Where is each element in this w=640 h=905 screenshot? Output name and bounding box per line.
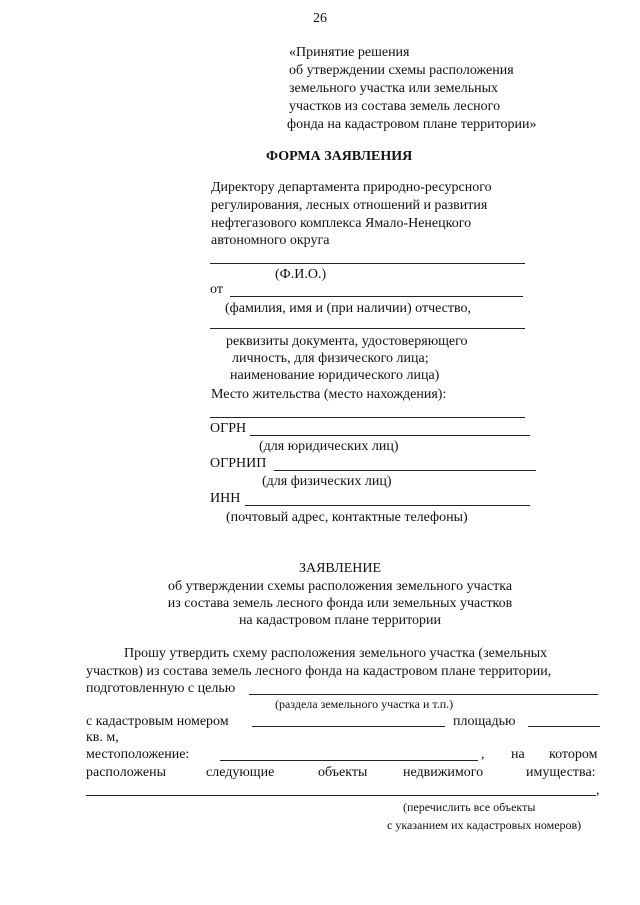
applicant-document-field[interactable] bbox=[210, 328, 525, 329]
statement-subtitle-line: на кадастровом плане территории bbox=[238, 613, 442, 628]
ogrnip-field[interactable] bbox=[274, 470, 536, 471]
statement-subtitle-line: из состава земель лесного фонда или земельных участков bbox=[167, 596, 513, 611]
which-word: котором bbox=[549, 747, 598, 762]
ogrn-field[interactable] bbox=[250, 435, 530, 436]
ogrn-hint: (для юридических лиц) bbox=[259, 439, 399, 454]
inn-field[interactable] bbox=[245, 505, 530, 506]
located-word: расположены bbox=[86, 765, 166, 780]
location-label: местоположение: bbox=[86, 747, 190, 762]
contacts-hint: (почтовый адрес, контактные телефоны) bbox=[226, 510, 468, 525]
statement-title: ЗАЯВЛЕНИЕ bbox=[298, 561, 382, 576]
area-label: площадью bbox=[453, 714, 516, 729]
from-label: от bbox=[210, 282, 223, 297]
addressee-line: Директору департамента природно-ресурсного bbox=[211, 180, 492, 195]
location-comma: , bbox=[481, 747, 485, 762]
addressee-fio-field[interactable] bbox=[210, 263, 525, 264]
addressee-line: нефтегазового комплекса Ямало-Ненецкого bbox=[211, 216, 472, 231]
fio-hint: (фамилия, имя и (при наличии) отчество, bbox=[225, 301, 472, 316]
header-ref-line: участков из состава земель лесного bbox=[289, 99, 501, 114]
cadastral-number-field[interactable] bbox=[252, 726, 445, 727]
purpose-label: подготовленную с целью bbox=[86, 681, 236, 696]
requisites-hint-line: личность, для физического лица; bbox=[232, 351, 429, 366]
addressee-line: регулирования, лесных отношений и развития bbox=[211, 198, 488, 213]
located-word: объекты bbox=[318, 765, 368, 780]
header-ref-line: об утверждении схемы расположения bbox=[289, 63, 514, 78]
ogrnip-label: ОГРНИП bbox=[210, 456, 267, 471]
request-line: Прошу утвердить схему расположения земельного участка (земельных bbox=[124, 646, 548, 661]
ogrn-label: ОГРН bbox=[210, 421, 247, 436]
cadastral-label: с кадастровым номером bbox=[86, 714, 229, 729]
located-word: имущества: bbox=[526, 765, 596, 780]
ogrnip-hint: (для физических лиц) bbox=[262, 474, 392, 489]
purpose-hint: (раздела земельного участка и т.п.) bbox=[275, 697, 454, 711]
form-title: ФОРМА ЗАЯВЛЕНИЯ bbox=[266, 149, 413, 164]
objects-comma: , bbox=[596, 783, 600, 798]
fio-caption: (Ф.И.О.) bbox=[275, 267, 327, 282]
on-word: на bbox=[511, 747, 525, 762]
residence-field[interactable] bbox=[210, 417, 525, 418]
applicant-name-field[interactable] bbox=[230, 296, 523, 297]
requisites-hint-line: реквизиты документа, удостоверяющего bbox=[226, 334, 468, 349]
objects-hint-line: с указанием их кадастровых номеров) bbox=[387, 818, 582, 832]
header-ref-line: земельного участка или земельных bbox=[289, 81, 499, 96]
residence-label: Место жительства (место нахождения): bbox=[211, 387, 447, 402]
purpose-field[interactable] bbox=[249, 694, 598, 695]
page-number: 26 bbox=[313, 11, 327, 26]
requisites-hint-line: наименование юридического лица) bbox=[230, 368, 440, 383]
located-word: следующие bbox=[206, 765, 275, 780]
inn-label: ИНН bbox=[210, 491, 241, 506]
header-ref-line: «Принятие решения bbox=[289, 45, 410, 60]
objects-hint-line: (перечислить все объекты bbox=[403, 800, 536, 814]
sqm-label: кв. м, bbox=[86, 730, 119, 745]
addressee-line: автономного округа bbox=[211, 233, 330, 248]
header-ref-line: фонда на кадастровом плане территории» bbox=[287, 117, 537, 132]
located-word: недвижимого bbox=[403, 765, 484, 780]
statement-subtitle-line: об утверждении схемы расположения земельного участка bbox=[167, 579, 513, 594]
objects-field[interactable] bbox=[86, 795, 596, 796]
area-field[interactable] bbox=[528, 726, 600, 727]
request-line: участков) из состава земель лесного фонда на кадастровом плане территории, bbox=[86, 664, 552, 679]
location-field[interactable] bbox=[220, 760, 478, 761]
